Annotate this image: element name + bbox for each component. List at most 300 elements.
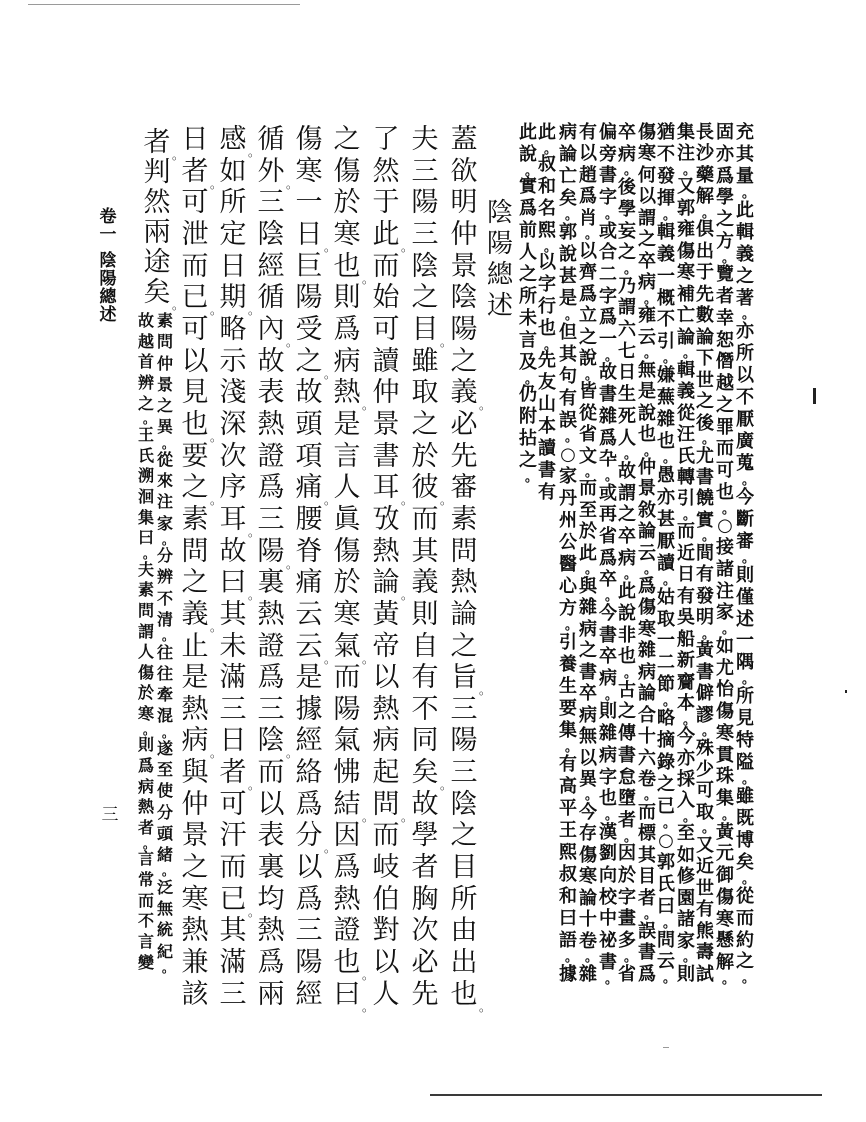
glyph: 以 [295, 852, 323, 884]
glyph: 與 [181, 757, 209, 789]
glyph: 傷 [333, 155, 361, 187]
glyph: 但 [559, 322, 577, 343]
glyph: 蒐 [736, 453, 754, 474]
punctuation-mark: 。 [663, 207, 677, 223]
glyph: 多 [618, 930, 636, 952]
glyph: 故 [219, 535, 247, 567]
glyph: 判 [143, 157, 171, 188]
glyph: 之 [181, 567, 209, 599]
glyph: 謂 [137, 621, 154, 641]
punctuation-mark: 。 [702, 529, 716, 545]
glyph: 止 [181, 630, 209, 662]
glyph: 學 [618, 198, 636, 220]
glyph: 爲 [599, 427, 617, 449]
punctuation-mark: 。 [323, 651, 336, 666]
glyph: 後 [696, 412, 714, 434]
glyph: 漢 [599, 821, 617, 843]
glyph: 熱 [450, 567, 478, 599]
glyph: 斷 [736, 508, 754, 530]
glyph: 次 [219, 440, 247, 472]
glyph: 云 [638, 542, 656, 564]
glyph: 往 [156, 663, 173, 683]
punctuation-mark: 。 [585, 788, 599, 804]
glyph: 讀 [657, 552, 675, 574]
glyph: 汗 [219, 820, 247, 852]
glyph: 人 [333, 472, 361, 504]
glyph: 祕 [599, 930, 617, 952]
glyph: 巨 [295, 250, 323, 282]
glyph: 病 [599, 744, 617, 766]
punctuation-mark: 。 [702, 205, 716, 221]
glyph: 兩 [257, 978, 285, 1010]
glyph: 義 [411, 567, 439, 599]
commentary-column [598, 123, 618, 985]
glyph: 矣 [559, 188, 577, 209]
glyph: 姑 [657, 586, 675, 608]
glyph: 病 [618, 547, 636, 569]
glyph: 亡 [677, 305, 695, 327]
glyph: 來 [156, 471, 173, 491]
glyph: 引 [677, 488, 695, 510]
glyph: 而 [181, 250, 209, 282]
glyph: 而 [411, 503, 439, 535]
glyph: 御 [716, 865, 734, 886]
glyph: 學 [411, 820, 439, 852]
glyph: 論 [696, 326, 714, 348]
punctuation-mark: 。 [663, 572, 677, 588]
glyph: 以 [538, 252, 556, 273]
glyph: 字 [599, 766, 617, 788]
glyph: 遂 [156, 738, 173, 758]
glyph: 矣 。 [411, 757, 452, 793]
glyph: 說 [579, 348, 597, 370]
glyph: 旁 [599, 143, 617, 165]
commentary-column [695, 123, 715, 985]
glyph: 也 [716, 481, 734, 503]
glyph: 三 [295, 915, 323, 947]
glyph: 一 [657, 265, 675, 287]
glyph: 越 [137, 331, 154, 351]
glyph: 景 [638, 478, 656, 500]
commentary-column [637, 123, 657, 985]
punctuation-mark: 。 [285, 176, 298, 191]
glyph: 書 [538, 460, 556, 481]
body-column-last [140, 127, 184, 312]
glyph: 卷 [99, 207, 117, 227]
punctuation-mark: 。 [644, 788, 658, 804]
glyph: 問 。 [372, 788, 413, 824]
glyph: 三 [257, 187, 285, 219]
glyph: 書 [618, 744, 636, 766]
punctuation-mark: 。 [742, 185, 756, 201]
glyph: 病 [579, 618, 597, 640]
glyph: 省 [579, 424, 597, 446]
glyph: 傳 [618, 723, 636, 745]
glyph: 熙 [559, 842, 577, 863]
glyph: 試 [696, 963, 714, 985]
punctuation-mark: 。 [644, 562, 658, 578]
glyph: 見 [736, 708, 754, 730]
glyph: 嫌 [657, 365, 675, 387]
punctuation-mark: 。 [644, 443, 658, 459]
punctuation-mark: 。 [247, 524, 260, 539]
glyph: 卒 [579, 683, 597, 705]
glyph: 亦 [677, 747, 695, 769]
commentary-column [715, 123, 735, 985]
glyph: 其 [638, 844, 656, 866]
punctuation-mark: 。 [663, 971, 677, 987]
punctuation-mark: 。 [400, 239, 413, 254]
glyph: 故 [295, 377, 323, 409]
punctuation-mark: 。 [171, 148, 184, 162]
glyph: 書 [372, 440, 400, 472]
glyph: 景 [450, 250, 478, 282]
punctuation-mark: 。 [209, 429, 222, 444]
glyph: 耳 。 [219, 503, 260, 539]
glyph: 據 [295, 693, 323, 725]
glyph: 之 [519, 264, 537, 285]
glyph: 三 [411, 218, 439, 250]
glyph: 蓋 [450, 124, 478, 155]
glyph: 陰 [257, 218, 285, 250]
glyph: 其 [559, 344, 577, 365]
glyph: 一 [99, 225, 117, 245]
glyph: 從 [579, 402, 597, 424]
glyph: 者 。 [181, 155, 222, 191]
glyph: 傷 [579, 844, 597, 866]
punctuation-mark: 。 [742, 871, 756, 887]
glyph: 王 [137, 424, 154, 444]
glyph: 陰 [486, 198, 513, 228]
punctuation-mark: 。 [605, 807, 619, 823]
punctuation-mark: 。 [439, 334, 452, 349]
glyph: 無 [638, 359, 656, 381]
punctuation-mark: 。 [565, 430, 579, 445]
punctuation-mark: 。 [683, 162, 697, 178]
glyph: 素 [181, 503, 209, 535]
glyph: 分 [156, 802, 173, 822]
glyph: 之 [618, 242, 636, 264]
glyph: 夫 [137, 559, 154, 579]
glyph: 爲 [295, 883, 323, 915]
glyph: 生 [618, 384, 636, 406]
glyph: 出 [450, 947, 478, 979]
glyph: 總 [486, 260, 513, 290]
glyph: 隘 [736, 752, 754, 774]
glyph: 七 [618, 340, 636, 362]
glyph: 和 [538, 176, 556, 197]
glyph: 本 [538, 416, 556, 437]
glyph: 怠 [618, 766, 636, 788]
punctuation-mark: 。 [247, 588, 260, 603]
punctuation-mark: 。 [565, 618, 579, 633]
punctuation-mark: 。 [162, 629, 175, 644]
glyph: 一 [295, 187, 323, 219]
glyph: 珠 [716, 766, 734, 788]
glyph: 畫 [618, 908, 636, 930]
glyph: 充 [736, 122, 754, 143]
glyph: 數 [696, 305, 714, 327]
glyph: 氏 [137, 445, 154, 465]
glyph: 故 [599, 362, 617, 384]
punctuation-mark: 。 [361, 271, 374, 286]
glyph: 之 [716, 394, 734, 416]
glyph: 厭 [736, 409, 754, 431]
glyph: 所 [450, 883, 478, 915]
glyph: 云 。 [295, 630, 336, 666]
punctuation-mark: 。 [644, 346, 658, 362]
punctuation-mark: 。 [605, 468, 619, 484]
glyph: 校 [599, 886, 617, 908]
glyph: 越 [716, 373, 734, 394]
punctuation-mark: 。 [722, 622, 736, 637]
glyph: 素 [450, 503, 478, 535]
glyph: 一 [736, 630, 754, 652]
punctuation-mark: 。 [683, 950, 697, 966]
glyph: 論 [677, 326, 695, 348]
glyph: 家 [156, 513, 173, 533]
glyph: 後 [618, 177, 636, 199]
punctuation-mark: 。 [544, 240, 558, 255]
glyph: 岐 [372, 852, 400, 884]
glyph: 不 [657, 309, 675, 331]
glyph: 寒 [295, 155, 323, 187]
glyph: 兩 [143, 217, 171, 248]
glyph: 胸 [411, 883, 439, 915]
punctuation-mark: 。 [525, 164, 539, 179]
glyph: 先 [696, 283, 714, 305]
glyph: 故 [411, 788, 439, 820]
body-column [254, 124, 298, 1010]
glyph: 故 [257, 345, 285, 377]
glyph: 此 [736, 199, 754, 221]
glyph: 以 [579, 240, 597, 262]
glyph: 均 [257, 883, 285, 915]
glyph: 途 [143, 247, 171, 278]
punctuation-mark: 。 [361, 999, 374, 1014]
glyph: 要 [559, 698, 577, 719]
glyph: 故 [137, 311, 154, 330]
glyph: 齊 [579, 262, 597, 284]
glyph: 曰 。 [219, 567, 260, 603]
glyph: 定 [219, 218, 247, 250]
glyph: 素 [137, 580, 154, 600]
glyph: 仲 [372, 377, 400, 409]
glyph: 十 [579, 909, 597, 931]
glyph: 吳 [677, 607, 695, 629]
scan-speck [663, 1047, 669, 1048]
punctuation-mark: 。 [585, 950, 599, 966]
glyph: 洄 [137, 486, 154, 506]
glyph: 而 [638, 801, 656, 823]
glyph: 陰 [411, 250, 439, 282]
glyph: 約 [736, 929, 754, 951]
glyph: 明 [450, 187, 478, 219]
glyph: 病 。 [181, 725, 222, 761]
glyph: 辨 [137, 372, 154, 392]
glyph: 之 。 [295, 345, 336, 381]
glyph: 陽 [450, 725, 478, 757]
glyph: 統 [156, 920, 173, 940]
glyph: 不 [137, 911, 154, 931]
glyph: 論 [579, 887, 597, 909]
punctuation-mark: 。 [162, 864, 175, 879]
glyph: 有 [538, 482, 556, 503]
glyph: 博 [736, 829, 754, 851]
punctuation-mark: 。 [171, 298, 184, 312]
glyph: 自 [411, 630, 439, 662]
glyph: 郭 [677, 197, 695, 219]
glyph: 三 [101, 805, 119, 825]
glyph: 裏 [257, 567, 285, 599]
glyph: 出 [696, 240, 714, 262]
glyph: 說 [559, 244, 577, 265]
glyph: 之 [450, 630, 478, 662]
punctuation-mark: 。 [644, 907, 658, 923]
glyph: 貫 [716, 744, 734, 766]
glyph: 有 [677, 585, 695, 607]
glyph: 對 [372, 915, 400, 947]
punctuation-mark: 。 [605, 687, 619, 703]
bottom-scan-edge-line [430, 1094, 822, 1096]
punctuation-mark: 。 [742, 672, 756, 688]
glyph: 景 [181, 820, 209, 852]
glyph: 據 [559, 964, 577, 985]
glyph: 爲 [137, 756, 154, 776]
glyph: 問 [156, 332, 173, 352]
punctuation-mark: 。 [143, 412, 156, 427]
glyph: 雜 [657, 409, 675, 431]
glyph: 之 [618, 701, 636, 723]
glyph: 絡 [295, 757, 323, 789]
glyph: 三 [219, 978, 247, 1010]
glyph: 熙 [538, 220, 556, 241]
glyph: 字 [538, 274, 556, 295]
punctuation-mark: 。 [624, 665, 638, 681]
glyph: 至 [156, 760, 173, 780]
glyph: 下 [696, 348, 714, 370]
punctuation-mark: 。 [323, 239, 336, 254]
glyph: 合 [599, 242, 617, 264]
glyph: 則 [677, 963, 695, 985]
glyph: 熱 [257, 598, 285, 630]
glyph: 書 [696, 466, 714, 488]
body-column [330, 124, 374, 1014]
glyph: 不 [736, 387, 754, 409]
glyph: 日 。 [295, 218, 336, 254]
glyph: 之 [579, 326, 597, 348]
glyph: 經 [295, 725, 323, 757]
glyph: 廣 [736, 431, 754, 453]
glyph: 寒 [333, 598, 361, 630]
punctuation-mark: 。 [247, 778, 260, 793]
glyph: 熱 [372, 693, 400, 725]
glyph: ○ [717, 515, 733, 537]
glyph: 而 [579, 478, 597, 500]
glyph: 今 [677, 726, 695, 748]
glyph: 仲 [181, 788, 209, 820]
glyph: 叔 [538, 154, 556, 175]
glyph: 之 。 [181, 472, 222, 508]
glyph: 雖 [736, 785, 754, 807]
commentary-column [518, 123, 538, 483]
glyph: 也 。 [333, 947, 374, 983]
punctuation-mark: 。 [663, 694, 677, 710]
glyph: 劉 [599, 843, 617, 865]
glyph: 妄 [618, 220, 636, 242]
glyph: 陽 [295, 282, 323, 314]
glyph: 示 [219, 345, 247, 377]
glyph: 所 [736, 343, 754, 365]
glyph: 拈 [519, 428, 537, 449]
glyph: 陽 [450, 313, 478, 345]
body-column [447, 124, 491, 1014]
glyph: 三 [411, 155, 439, 187]
glyph: 懸 [716, 930, 734, 952]
glyph: 輯 [657, 221, 675, 243]
glyph: 是 [295, 662, 323, 694]
glyph: 趙 [579, 164, 597, 186]
glyph: 之 [519, 450, 537, 471]
glyph: 愚 [657, 464, 675, 486]
glyph: 或 [599, 220, 617, 242]
glyph: 傷 [333, 535, 361, 567]
glyph: 之 [411, 408, 439, 440]
glyph: 黃 [716, 821, 734, 843]
glyph: 序 [219, 472, 247, 504]
punctuation-mark: 。 [565, 208, 579, 223]
glyph: 或 [599, 482, 617, 504]
glyph: 寒 [638, 143, 656, 165]
glyph: 熱 [333, 883, 361, 915]
glyph: 州 [559, 510, 577, 531]
glyph: 家 [677, 930, 695, 952]
punctuation-mark: 。 [702, 626, 716, 642]
punctuation-mark: 。 [742, 307, 756, 323]
glyph: ○ [560, 444, 576, 465]
glyph: 病 [333, 345, 361, 377]
glyph: 雍 [677, 219, 695, 241]
commentary-column [656, 123, 676, 985]
glyph: 先 [538, 350, 556, 371]
glyph: 省 [599, 526, 617, 548]
glyph: 字 [599, 187, 617, 209]
commentary-column [578, 123, 598, 985]
punctuation-mark: 。 [247, 145, 260, 159]
glyph: 於 [333, 567, 361, 599]
glyph: 也 。 [333, 250, 374, 286]
punctuation-mark: 。 [439, 778, 452, 793]
glyph: 古 [618, 679, 636, 701]
glyph: 分 [156, 546, 173, 566]
glyph: 也 [657, 431, 675, 453]
glyph: 不 [156, 588, 173, 608]
punctuation-mark: 。 [683, 346, 697, 362]
glyph: 云 [638, 326, 656, 348]
glyph: 爲 [716, 165, 734, 187]
top-scan-edge-line [28, 4, 300, 5]
glyph: 寒 [638, 618, 656, 640]
glyph: 近 [696, 856, 714, 878]
glyph: 義 [736, 243, 754, 265]
glyph: 之 [638, 229, 656, 251]
glyph: 之 [181, 852, 209, 884]
glyph: 帝 [372, 630, 400, 662]
glyph: 之 [137, 393, 154, 413]
punctuation-mark: 。 [525, 470, 539, 485]
punctuation-mark: 。 [247, 303, 260, 318]
glyph: 隅 [736, 652, 754, 674]
